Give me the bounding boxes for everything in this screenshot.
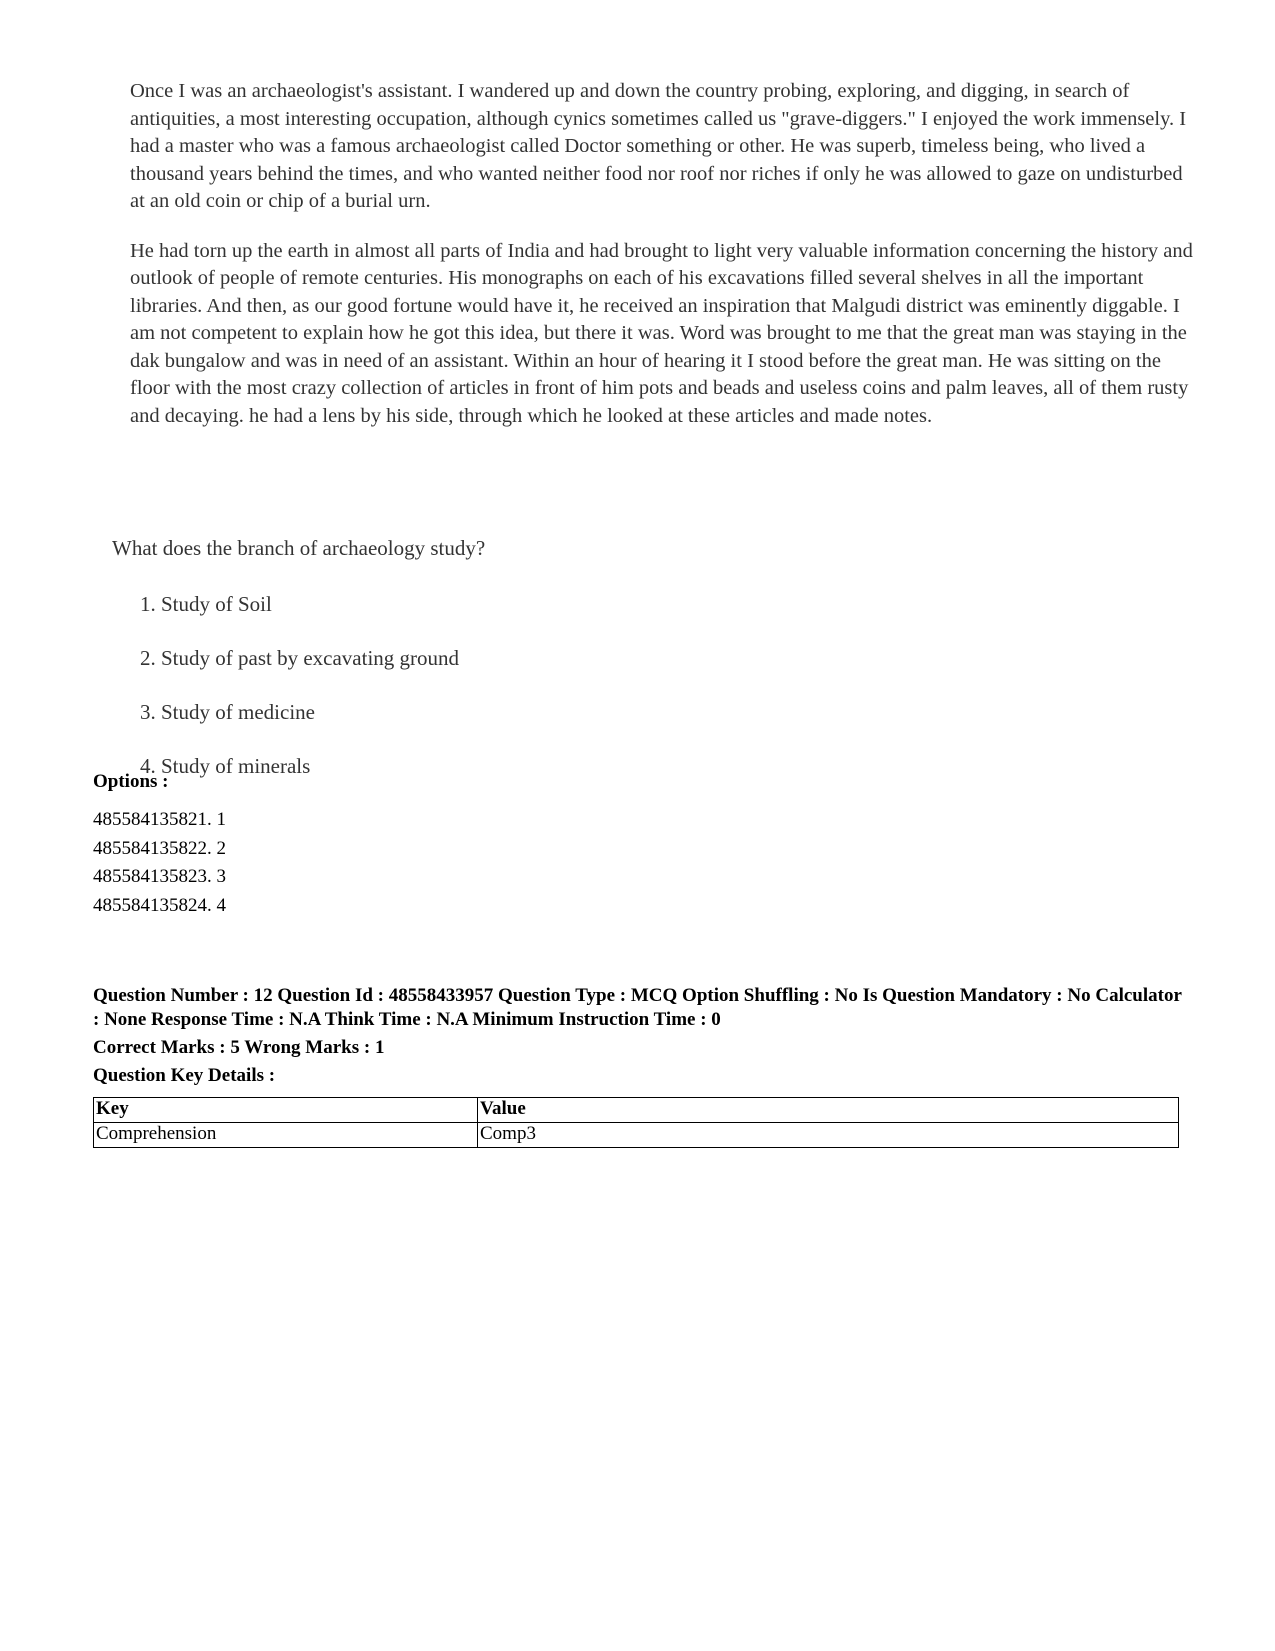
key-header: Key — [94, 1098, 478, 1123]
choice-item: 2. Study of past by excavating ground — [140, 646, 460, 670]
options-list — [93, 806, 226, 920]
key-table — [93, 1097, 1179, 1148]
key-details-heading: Question Key Details : — [93, 1065, 276, 1086]
option-item: 485584135821. 1 — [93, 809, 226, 830]
table-header-row — [94, 1098, 1179, 1123]
question-info — [93, 984, 1183, 1088]
question-text: What does the branch of archaeology study? — [112, 536, 486, 560]
value-cell: Comp3 — [478, 1123, 1179, 1148]
choice-item: 4. Study of minerals — [140, 754, 311, 778]
choice-list — [140, 592, 459, 808]
option-item: 485584135822. 2 — [93, 837, 226, 859]
value-header: Value — [478, 1098, 1179, 1123]
passage-paragraph-1: Once I was an archaeologist's assistant. I wandered up and down the country probing, exploring, and digging, in search of antiquities, a most interesting occupation, although cynics sometimes called us "grave-diggers." I enjoyed the work immensely. I had a master who was a famous archaeologist called Doctor something or other. He was superb, timeless being, who lived a thousand years behind the times, and who wanted neither food nor roof nor riches if only he was allowed to gaze on undisturbed at an old coin or chip of a burial urn. — [130, 80, 1187, 212]
options-heading: Options : — [93, 771, 169, 792]
passage — [108, 78, 1198, 430]
passage-paragraph-2: He had torn up the earth in almost all parts of India and had brought to light very valuable information concerning the history and outlook of people of remote centuries. His monographs on each of his excavations filled several shelves in all the important libraries. And then, as our good fortune would have it, he received an inspiration that Malgudi district was eminently diggable. I am not competent to explain how he got this idea, but there it was. Word was brought to me that the great man was staying in the dak bungalow and was in need of an assistant. Within an hour of hearing it I stood before the great man. He was sitting on the floor with the most crazy collection of articles in front of him pots and beads and useless coins and palm leaves, all of them rusty and decaying. he had a lens by his side, through which he looked at these articles and made notes. — [130, 239, 1193, 427]
choice-item: 3. Study of medicine — [140, 700, 315, 724]
option-item: 485584135823. 3 — [93, 866, 226, 887]
table-row — [94, 1123, 1179, 1148]
question-meta: Question Number : 12 Question Id : 48558433957 Question Type : MCQ Option Shuffling : No Is Question Mandatory : No Calculator : None Response Time : N.A Think Time : N.A Minimum Instruction Time : 0 — [93, 985, 1182, 1030]
key-cell: Comprehension — [94, 1123, 478, 1148]
option-item: 485584135824. 4 — [93, 894, 226, 916]
marks-line: Correct Marks : 5 Wrong Marks : 1 — [93, 1037, 385, 1058]
choice-item: 1. Study of Soil — [140, 592, 272, 616]
passage-image — [108, 78, 1198, 452]
